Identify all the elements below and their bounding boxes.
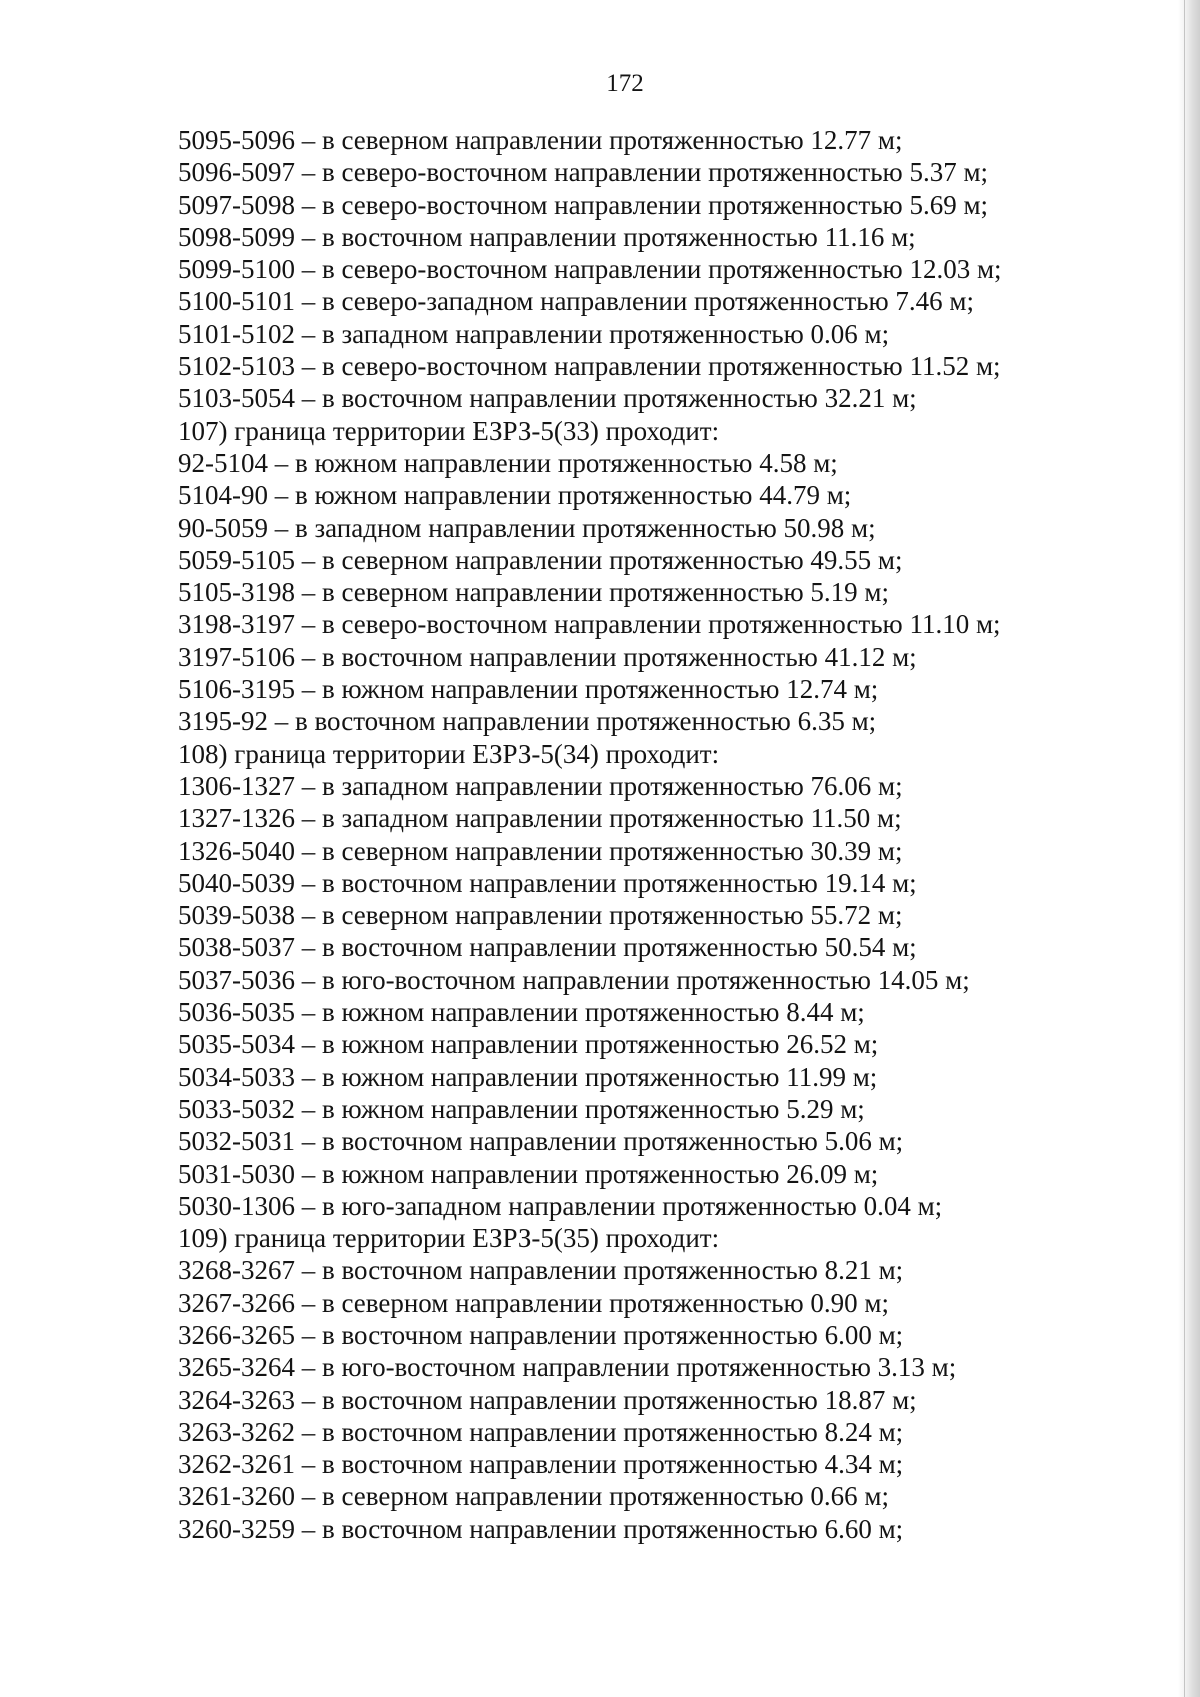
text-line: 5059-5105 – в северном направлении протяженностью 49.55 м;: [178, 544, 903, 575]
text-line: 5096-5097 – в северо-восточном направлении протяженностью 5.37 м;: [178, 157, 989, 188]
text-line: 5106-3195 – в южном направлении протяженностью 12.74 м;: [178, 674, 879, 705]
section-heading: 107) граница территории ЕЗРЗ-5(33) проходит:: [178, 415, 720, 446]
text-line: 5032-5031 – в восточном направлении протяженностью 5.06 м;: [178, 1126, 904, 1157]
text-line: 5105-3198 – в северном направлении протяженностью 5.19 м;: [178, 577, 890, 608]
text-line: 5098-5099 – в восточном направлении протяженностью 11.16 м;: [178, 221, 916, 252]
boundary-description-list: [178, 124, 1138, 1545]
text-line: 3268-3267 – в восточном направлении протяженностью 8.21 м;: [178, 1255, 904, 1286]
text-line: 5037-5036 – в юго-восточном направлении протяженностью 14.05 м;: [178, 964, 970, 995]
text-line: 90-5059 – в западном направлении протяженностью 50.98 м;: [178, 512, 876, 543]
text-line: 5101-5102 – в западном направлении протяженностью 0.06 м;: [178, 318, 890, 349]
section-heading: 109) граница территории ЕЗРЗ-5(35) проходит:: [178, 1223, 720, 1254]
text-line: 3198-3197 – в северо-восточном направлении протяженностью 11.10 м;: [178, 609, 1001, 640]
text-line: 5033-5032 – в южном направлении протяженностью 5.29 м;: [178, 1093, 865, 1124]
text-line: 3263-3262 – в восточном направлении протяженностью 8.24 м;: [178, 1416, 904, 1447]
text-line: 3265-3264 – в юго-восточном направлении протяженностью 3.13 м;: [178, 1352, 957, 1383]
text-line: 5099-5100 – в северо-восточном направлении протяженностью 12.03 м;: [178, 254, 1002, 285]
text-line: 5030-1306 – в юго-западном направлении протяженностью 0.04 м;: [178, 1190, 943, 1221]
text-line: 3266-3265 – в восточном направлении протяженностью 6.00 м;: [178, 1319, 904, 1350]
text-line: 5097-5098 – в северо-восточном направлении протяженностью 5.69 м;: [178, 189, 989, 220]
text-line: 5036-5035 – в южном направлении протяженностью 8.44 м;: [178, 997, 865, 1028]
text-line: 5038-5037 – в восточном направлении протяженностью 50.54 м;: [178, 932, 917, 963]
text-line: 3262-3261 – в восточном направлении протяженностью 4.34 м;: [178, 1449, 904, 1480]
text-line: 5034-5033 – в южном направлении протяженностью 11.99 м;: [178, 1061, 878, 1092]
text-line: 1326-5040 – в северном направлении протяженностью 30.39 м;: [178, 835, 903, 866]
page-number: 172: [606, 70, 644, 97]
text-line: 5103-5054 – в восточном направлении протяженностью 32.21 м;: [178, 383, 917, 414]
text-line: 3267-3266 – в северном направлении протяженностью 0.90 м;: [178, 1287, 890, 1318]
text-line: 5102-5103 – в северо-восточном направлении протяженностью 11.52 м;: [178, 351, 1001, 382]
text-line: 3261-3260 – в северном направлении протяженностью 0.66 м;: [178, 1481, 890, 1512]
text-line: 3264-3263 – в восточном направлении протяженностью 18.87 м;: [178, 1384, 917, 1415]
text-line: 5031-5030 – в южном направлении протяженностью 26.09 м;: [178, 1158, 879, 1189]
text-line: 3260-3259 – в восточном направлении протяженностью 6.60 м;: [178, 1513, 904, 1544]
scan-edge: [1178, 0, 1200, 1697]
text-line: 5095-5096 – в северном направлении протяженностью 12.77 м;: [178, 125, 903, 155]
text-line: 3195-92 – в восточном направлении протяженностью 6.35 м;: [178, 706, 877, 737]
text-line: 3197-5106 – в восточном направлении протяженностью 41.12 м;: [178, 641, 917, 672]
text-line: 5104-90 – в южном направлении протяженностью 44.79 м;: [178, 480, 852, 511]
text-line: 5039-5038 – в северном направлении протяженностью 55.72 м;: [178, 900, 903, 931]
section-heading: 108) граница территории ЕЗРЗ-5(34) проходит:: [178, 738, 720, 769]
text-line: 5040-5039 – в восточном направлении протяженностью 19.14 м;: [178, 867, 917, 898]
text-line: 1327-1326 – в западном направлении протяженностью 11.50 м;: [178, 803, 902, 834]
text-line: 5100-5101 – в северо-западном направлении протяженностью 7.46 м;: [178, 286, 974, 317]
text-line: 92-5104 – в южном направлении протяженностью 4.58 м;: [178, 447, 838, 478]
text-line: 1306-1327 – в западном направлении протяженностью 76.06 м;: [178, 770, 903, 801]
text-line: 5035-5034 – в южном направлении протяженностью 26.52 м;: [178, 1029, 879, 1060]
